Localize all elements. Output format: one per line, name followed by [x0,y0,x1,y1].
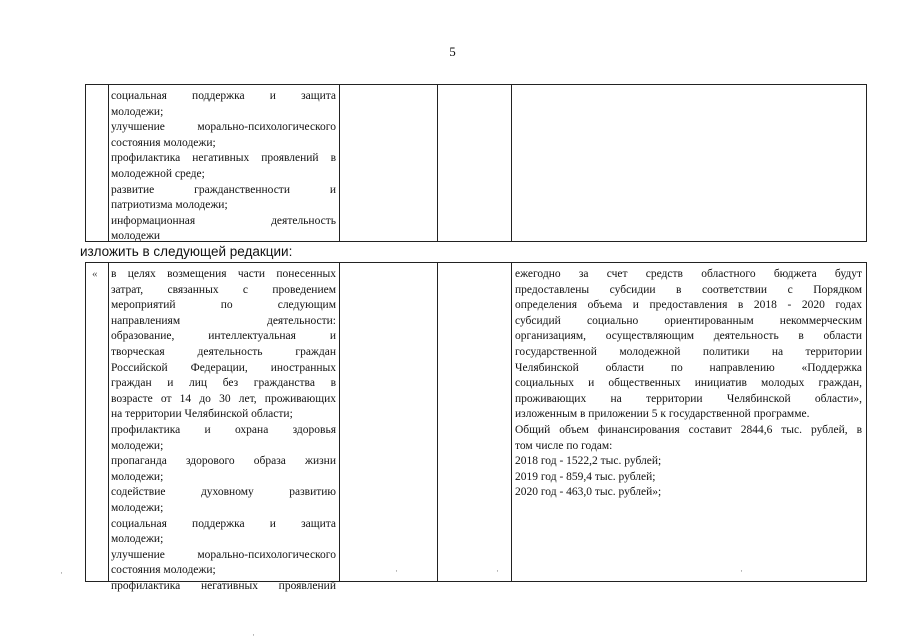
edit-instruction: изложить в следующей редакции: [80,244,293,259]
scan-speck: · [395,566,398,576]
top-table-col-divider [108,85,109,241]
text-line: 2020 год - 463,0 тыс. рублей»; [515,486,662,499]
scan-speck: · [496,566,499,576]
text-line: состояния молодежи; [111,136,216,149]
text-line: улучшение морально-психологического [111,548,336,561]
bottom-table-col-divider [339,263,340,581]
text-line: молодежи; [111,105,164,118]
text-line: социальных и общественных инициатив молодых граждан, [515,377,862,390]
bottom-table-col-divider [437,263,438,581]
text-line: в целях возмещения части понесенных [111,268,336,280]
bottom-table-col-divider [511,263,512,581]
text-line: творческая деятельность граждан [111,345,336,358]
text-line: том числе по годам: [515,439,613,452]
top-table [85,84,867,242]
text-line: организациям, осуществляющим деятельность в области [515,330,862,343]
text-line: государственной молодежной политики на территории [515,345,862,358]
text-line: пропаганда здорового образа жизни [111,455,336,468]
text-line: затрат, связанных с проведением [111,283,336,296]
text-line: направлениям деятельности: [111,314,336,327]
text-line: молодежи; [111,501,164,514]
text-line: возрасте от 14 до 30 лет, проживающих [111,392,336,405]
bottom-table-description-cell [111,267,336,594]
text-line: молодежи; [111,533,164,546]
text-line: 2018 год - 1522,2 тыс. рублей; [515,455,662,468]
opening-quote-mark: « [92,268,98,280]
text-line: определения объема и предоставления в 2018 - 2020 годах [515,299,862,312]
page-number: 5 [449,44,456,59]
top-table-text-cell [111,89,336,245]
text-line: 2019 год - 859,4 тыс. рублей; [515,470,656,483]
top-table-col-divider [511,85,512,241]
text-line: образование, интеллектуальная и [111,330,336,343]
text-line: профилактика и охрана здоровья [111,423,336,436]
text-line: молодежи; [111,439,164,452]
text-line: Челябинской области по направлению «Поддержка [515,361,862,374]
text-line: патриотизма молодежи; [111,199,228,212]
text-line: молодежной среде; [111,167,205,180]
text-line: информационная деятельность [111,214,336,227]
text-line: Общий объем финансирования составит 2844,6 тыс. рублей, в [515,423,862,436]
bottom-table-funding-cell [515,267,862,501]
text-line: изложенным в приложении 5 к государственной программе. [515,408,810,421]
scan-speck: · [252,630,255,640]
text-line: молодежи; [111,470,164,483]
scan-speck: · [60,568,63,578]
text-line: социальная поддержка и защита [111,90,336,102]
text-line: проживающих на территории Челябинской области», [515,392,862,405]
text-line: ежегодно за счет средств областного бюджета будут [515,268,862,280]
text-line: мероприятий по следующим [111,299,336,312]
text-line: содействие духовному развитию [111,486,336,499]
text-line: молодежи [111,230,161,243]
text-line: профилактика негативных проявлений в [111,152,336,165]
text-line: Российской Федерации, иностранных [111,361,336,374]
top-table-col-divider [339,85,340,241]
bottom-table-col-divider [108,263,109,581]
text-line: развитие гражданственности и [111,183,336,196]
text-line: профилактика негативных проявлений [111,579,336,592]
text-line: на территории Челябинской области; [111,408,293,421]
bottom-table [85,262,867,592]
text-line: граждан и лиц без гражданства в [111,377,336,390]
text-line: социальная поддержка и защита [111,517,336,530]
text-line: субсидий социально ориентированным некоммерческим [515,314,862,327]
text-line: состояния молодежи; [111,564,216,577]
text-line: улучшение морально-психологического [111,121,336,134]
scan-speck: · [740,566,743,576]
top-table-col-divider [437,85,438,241]
text-line: предоставлены субсидии в соответствии с Порядком [515,283,862,296]
